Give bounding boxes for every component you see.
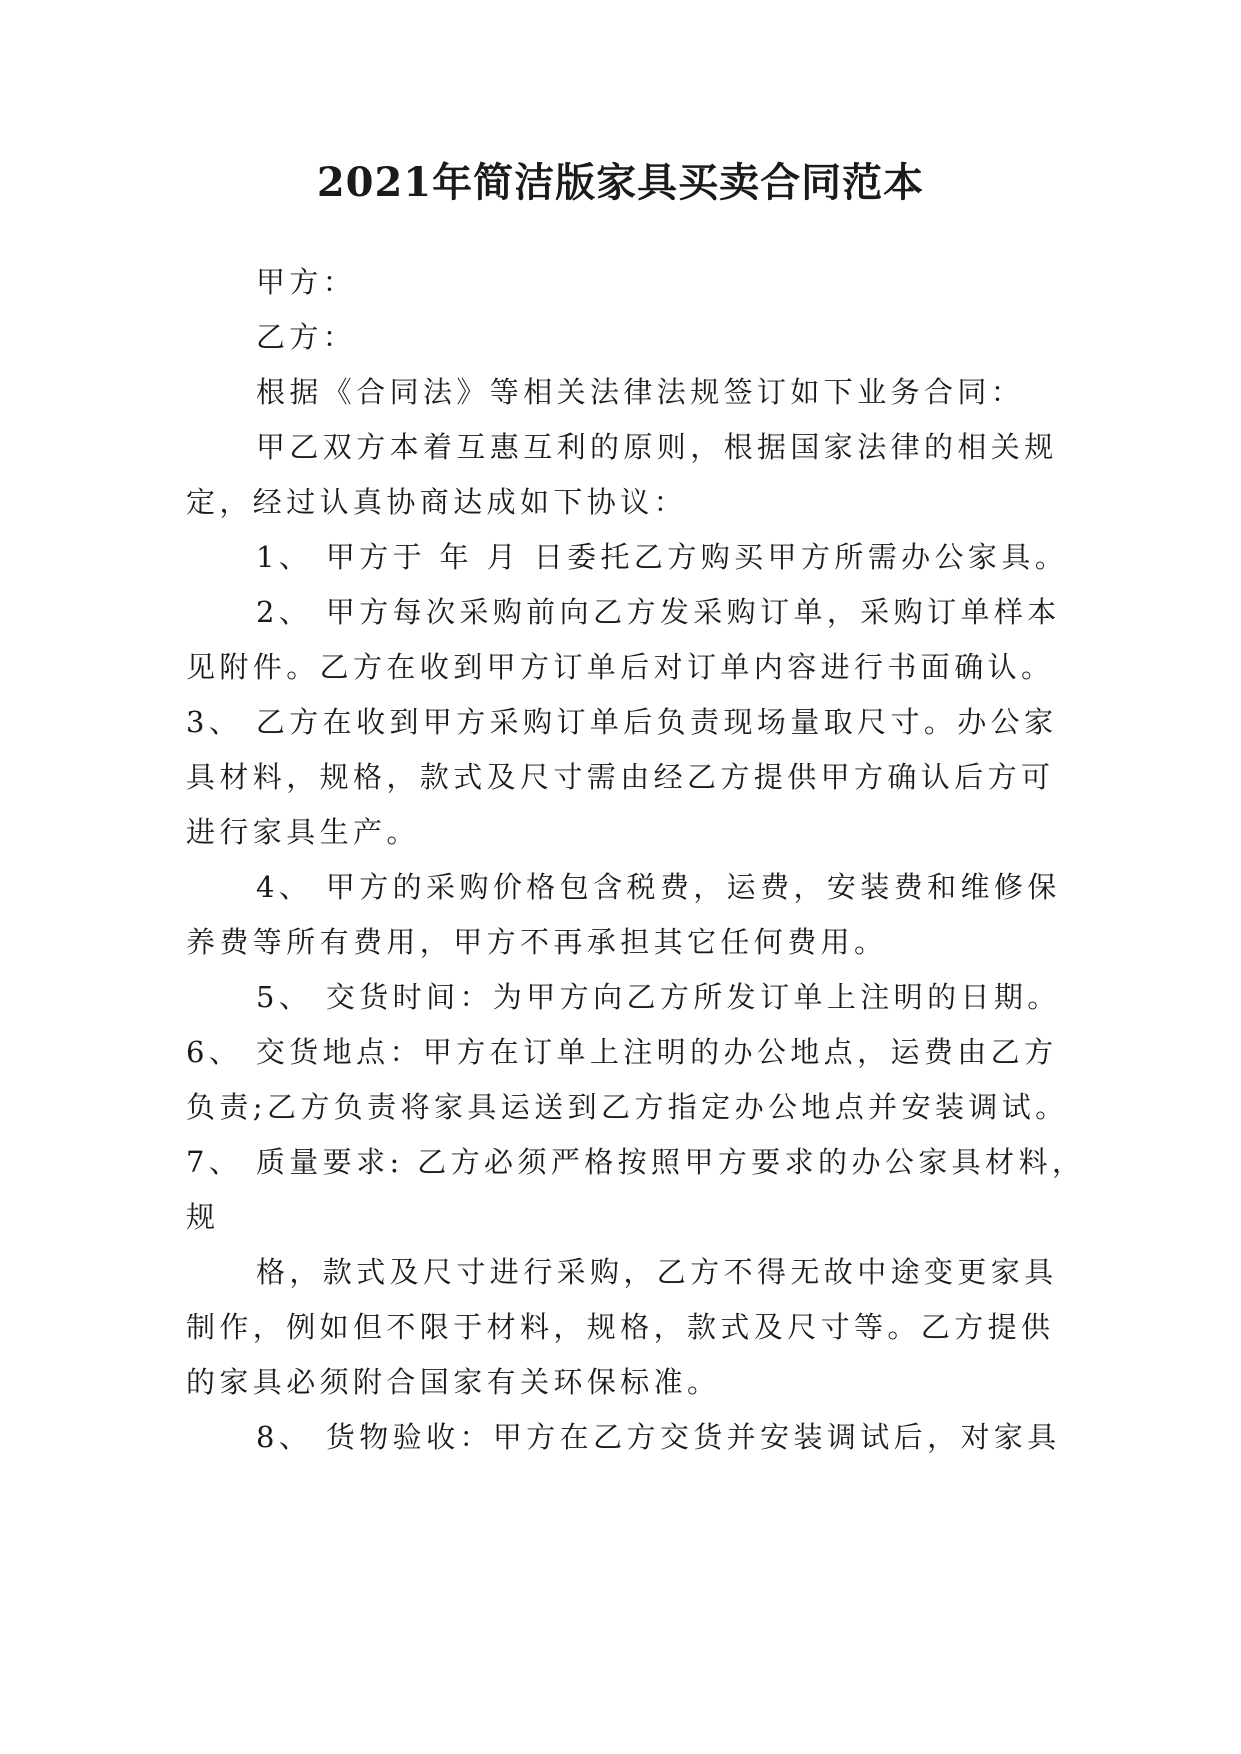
clause-line: 的家具必须附合国家有关环保标准。 [186,1365,721,1399]
clause-line: 见附件。乙方在收到甲方订单后对订单内容进行书面确认。 [186,650,1055,684]
clause-line: 8、 货物验收：甲方在乙方交货并安装调试后，对家具 [256,1420,1061,1454]
party-a-line: 甲方： [256,265,357,299]
clause-line: 6、 交货地点：甲方在订单上注明的办公地点，运费由乙方 [186,1035,1058,1069]
party-b-line: 乙方： [256,320,357,354]
paragraph-line: 根据《合同法》等相关法律法规签订如下业务合同： [256,375,1025,409]
clause-line: 制作，例如但不限于材料，规格，款式及尺寸等。乙方提供 [186,1310,1055,1344]
clause-line: 4、 甲方的采购价格包含税费，运费，安装费和维修保 [256,870,1061,904]
paragraph-line: 甲乙双方本着互惠互利的原则，根据国家法律的相关规 [256,430,1058,464]
clause-line: 具材料，规格，款式及尺寸需由经乙方提供甲方确认后方可 [186,760,1055,794]
clause-line: 格，款式及尺寸进行采购，乙方不得无故中途变更家具 [256,1255,1058,1289]
document-title: 2021年简洁版家具买卖合同范本 [316,159,925,206]
paragraph-line: 定，经过认真协商达成如下协议： [186,485,688,519]
clause-line: 养费等所有费用，甲方不再承担其它任何费用。 [186,925,888,959]
clause-line: 2、 甲方每次采购前向乙方发采购订单，采购订单样本 [256,595,1061,629]
clause-line: 1、 甲方于 年 月 日委托乙方购买甲方所需办公家具。 [256,540,1069,574]
clause-line: 进行家具生产。 [186,815,420,849]
clause-line: 5、 交货时间：为甲方向乙方所发订单上注明的日期。 [256,980,1061,1014]
clause-line: 7、 质量要求: 乙方必须严格按照甲方要求的办公家具材料， [186,1145,1086,1179]
clause-line: 负责;乙方负责将家具运送到乙方指定办公地点并安装调试。 [186,1090,1069,1124]
clause-line: 3、 乙方在收到甲方采购订单后负责现场量取尺寸。办公家 [186,705,1058,739]
clause-line: 规 [186,1200,220,1234]
